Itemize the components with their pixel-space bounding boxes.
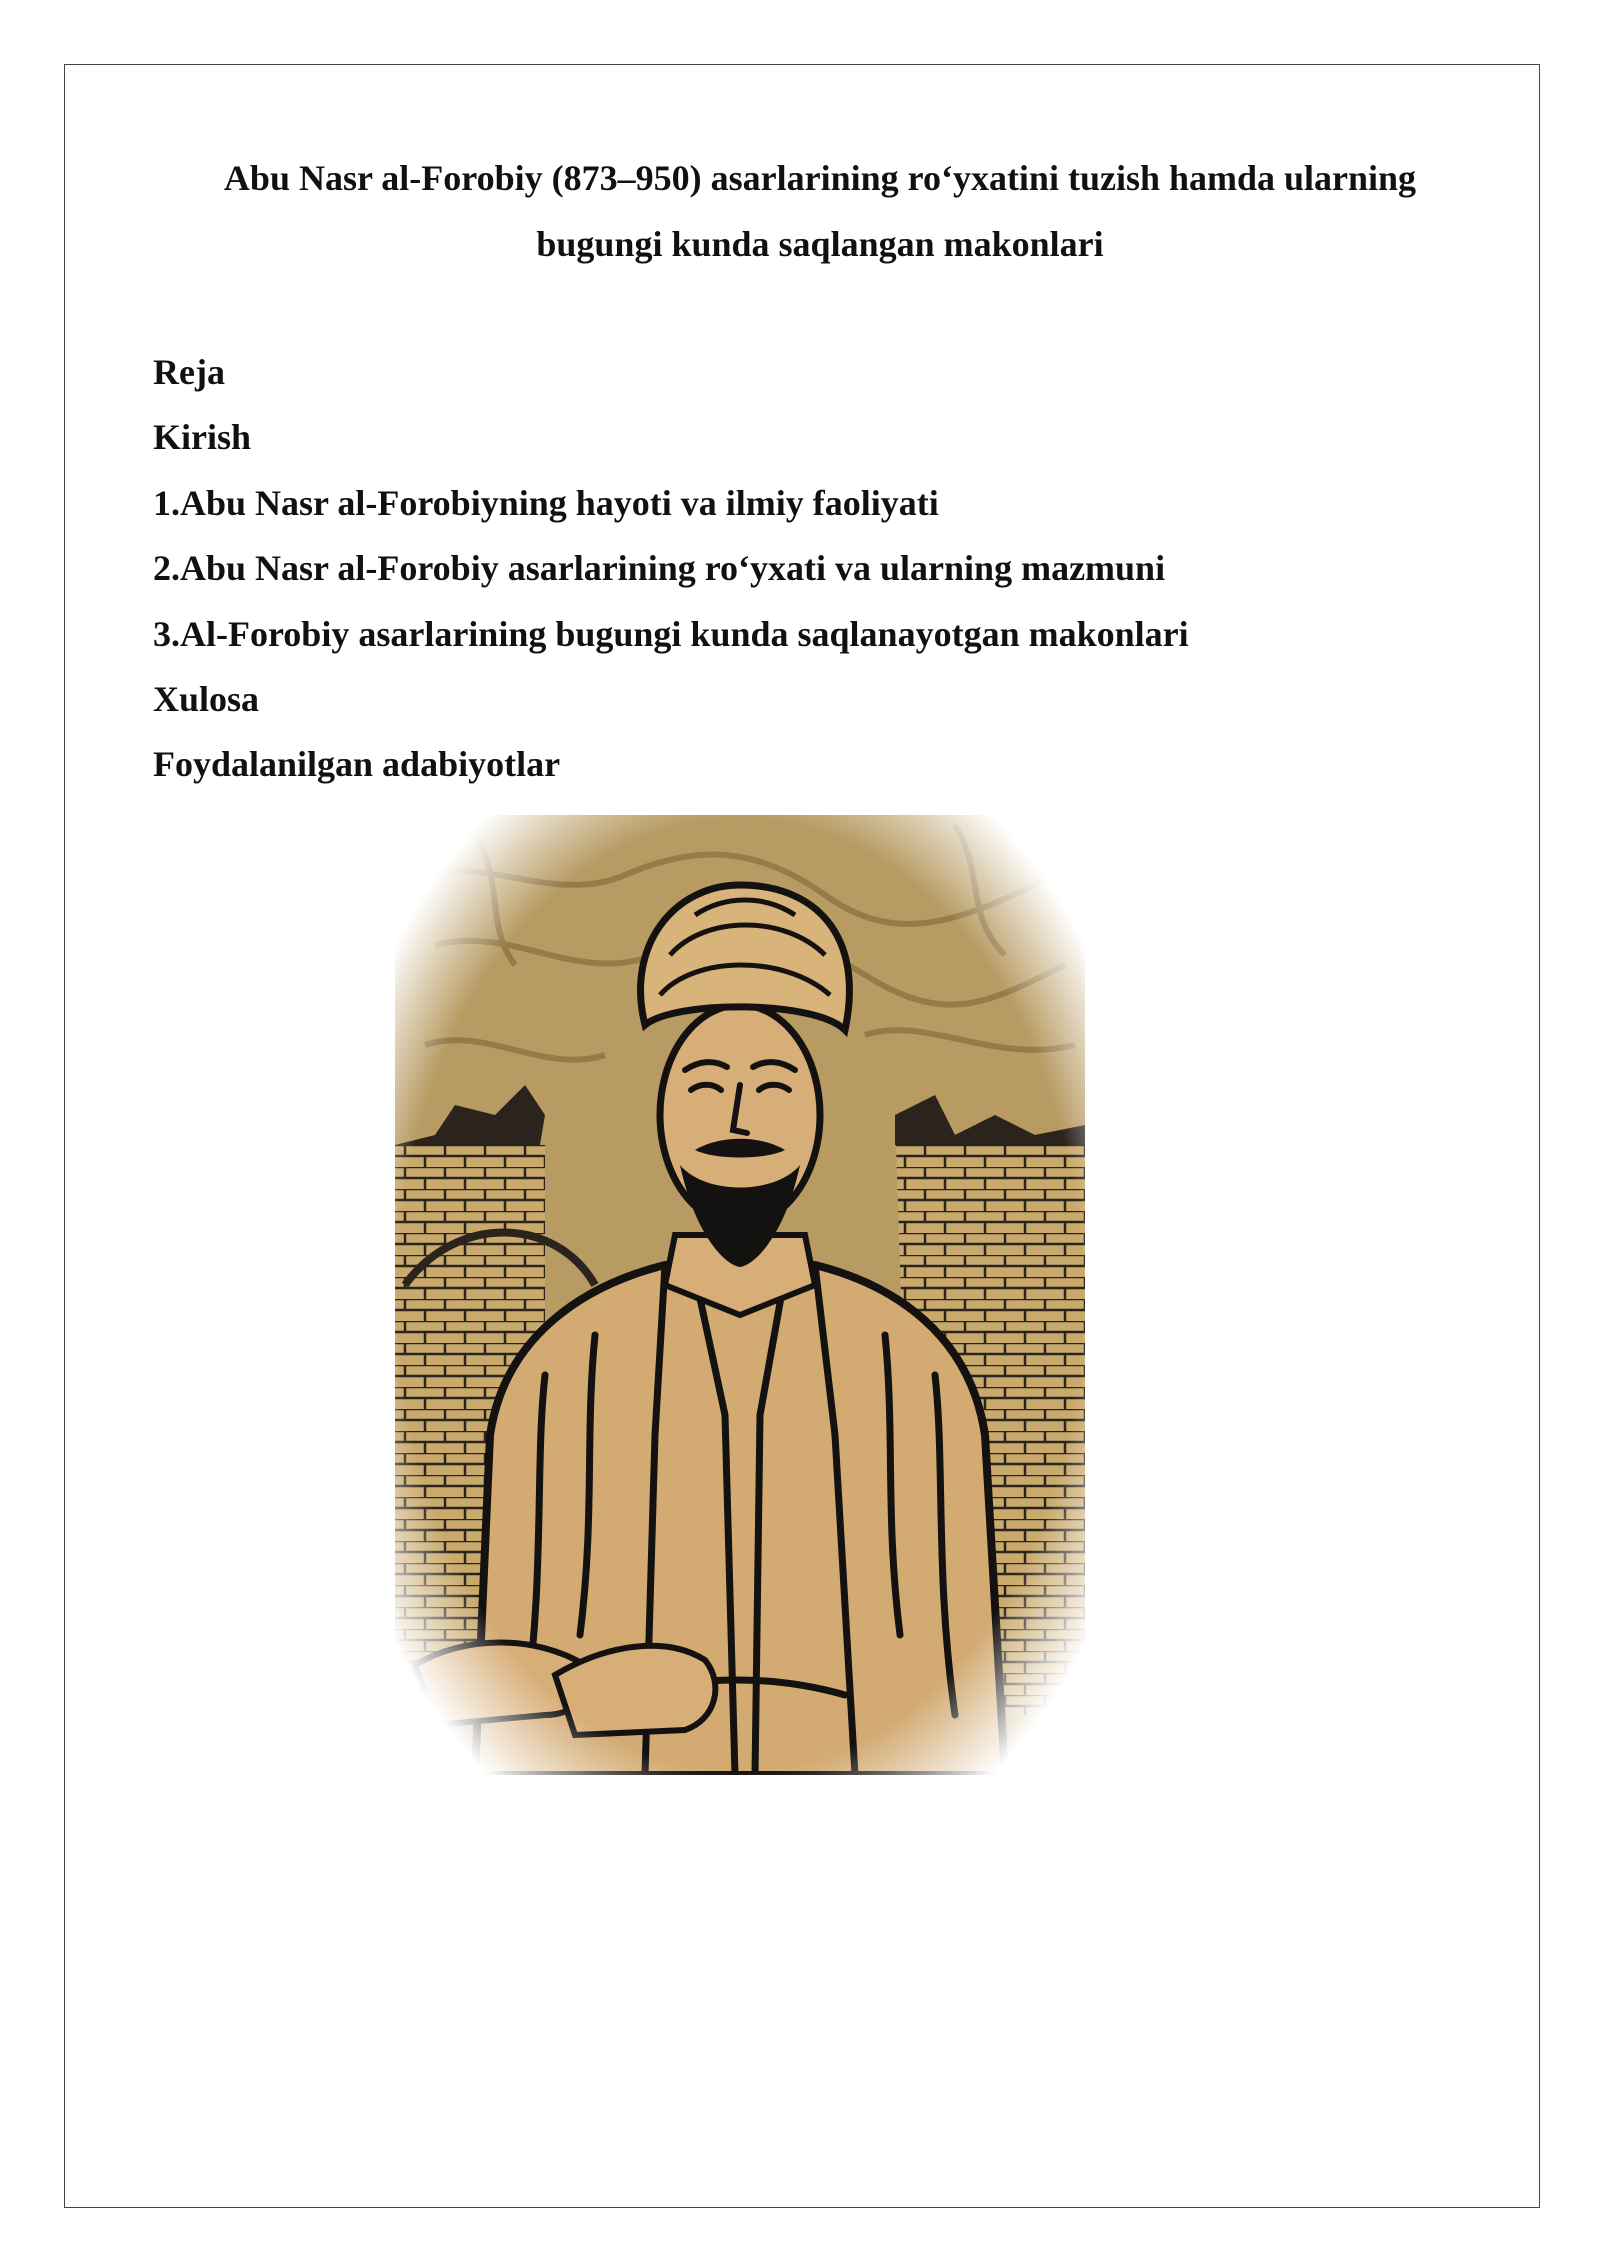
title-line-2: bugungi kunda saqlangan makonlari <box>536 224 1104 264</box>
plan-item-1: 1.Abu Nasr al-Forobiyning hayoti va ilmiy faoliyati <box>153 482 939 523</box>
plan-item-conclusion: Xulosa <box>153 679 260 720</box>
plan-heading: Reja <box>153 352 225 392</box>
plan-item-3: 3.Al-Forobiy asarlarining bugungi kunda saqlanayotgan makonlari <box>153 613 1189 654</box>
plan-item-2: 2.Abu Nasr al-Forobiy asarlarining ro‘yxati va ularning mazmuni <box>153 548 1166 589</box>
portrait-image <box>395 815 1085 1775</box>
scholar-portrait-illustration <box>395 815 1085 1775</box>
title-line-1: Abu Nasr al-Forobiy (873–950) asarlarining ro‘yxatini tuzish hamda ularning <box>223 158 1417 198</box>
document-title <box>120 145 1520 277</box>
plan-section <box>153 340 1453 798</box>
plan-item-introduction: Kirish <box>153 417 252 458</box>
plan-item-references: Foydalanilgan adabiyotlar <box>153 744 561 785</box>
